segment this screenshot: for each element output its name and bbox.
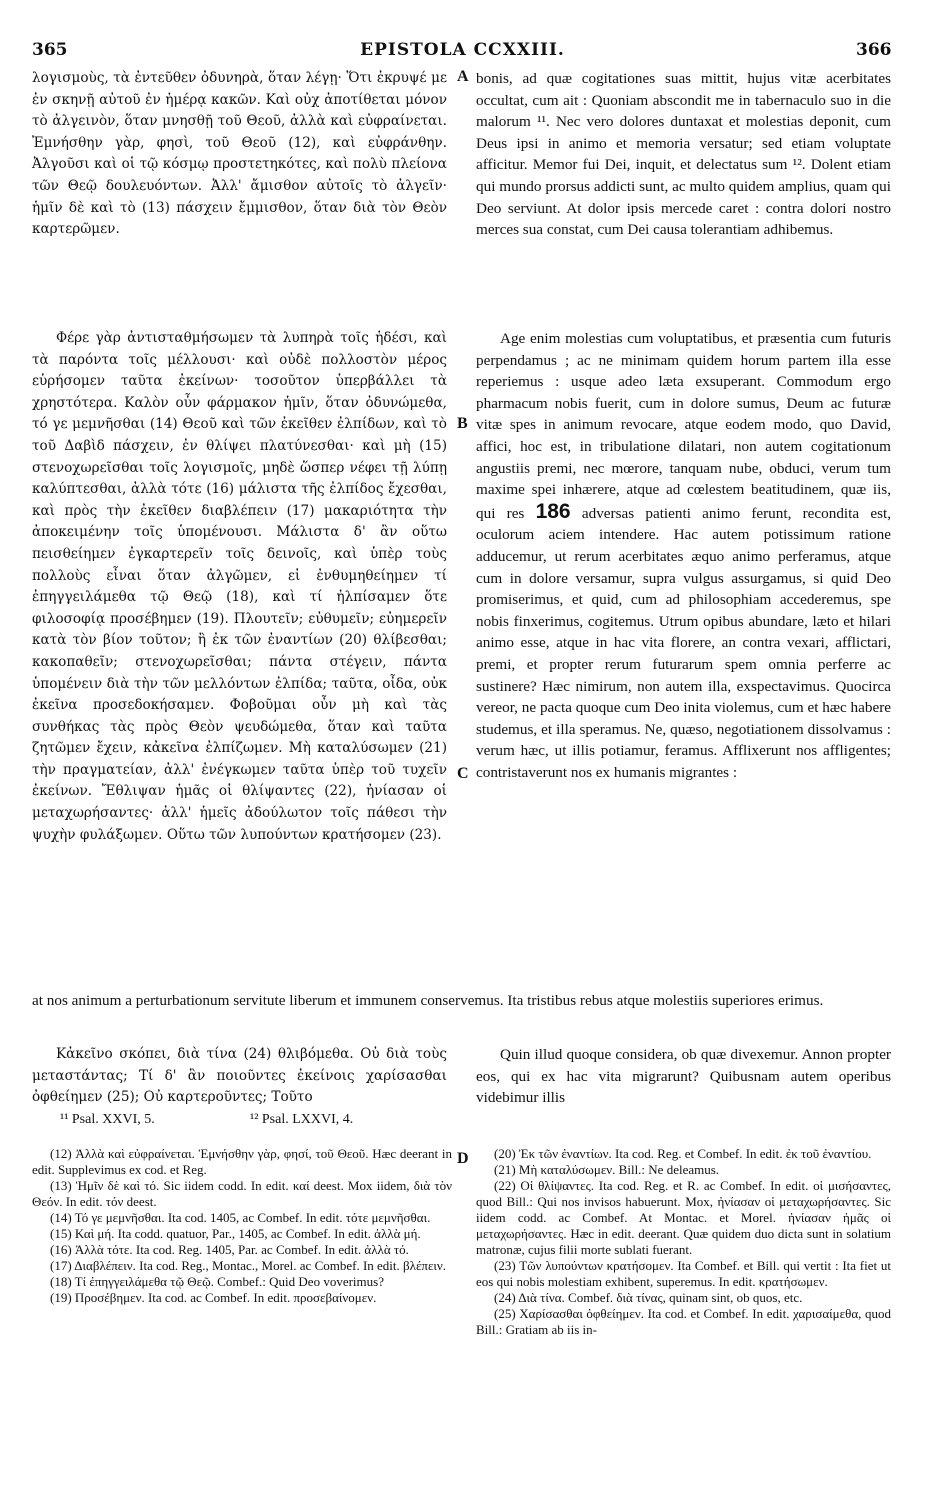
greek-paragraph-1: λογισμοὺς, τὰ ἐντεῦθεν ὀδυνηρὰ, ὅταν λέγῃ· Ὅτι ἐκρυψέ με ἐν σκηνῇ αὐτοῦ ἐν ἡμέρᾳ κακῶν. Καὶ οὐχ ἀποτίθεται μόνον τὸ ἀλγεινὸν, ὅταν μνησθῇ τοῦ Θεοῦ, ἀλλὰ καὶ εὐφραίνεται. Ἐμνήσθην γὰρ, φησὶ, τοῦ Θεοῦ (12), καὶ εὐφράνθην. Ἀλγοῦσι καὶ οἱ τῷ κόσμῳ προστετηκότες, καὶ πολὺ πλείονα τῶν Θεῷ δουλευόντων. Ἀλλ' ἄμισθον αὐτοῖς τὸ ἀλγεῖν· ἡμῖν δὲ καὶ τὸ (13) πάσχειν ἔμμισθον, ὅταν διὰ τὸν Θεὸν καρτερῶμεν. [32,70,447,238]
note-17: (17) Διαβλέπειν. Ita cod. Reg., Montac., Morel. ac Combef. In edit. βλέπειν. [50,1258,447,1273]
latin-paragraph-2b: adversas patienti animo ferunt, recondita est, oculorum aciem intendere. Hac autem potissimum ratione adducemur, ut rerum acerbitates æquo animo perferamus, atque cum in dolore versamur, supra vulgus assurgamus, si quid Deo promiserimus, et quid, cum ad philosophiam accederemus, spe nobis finxerimus, cogitemus. Utrum opibus abundare, læto et hilari animo esse, atque in hac vita florere, an contra vexari, afflictari, premi, et propter rerum futurarum spem omnia perferre ac sustinere? Hæc nimirum, non autem illa, exspectavimus. Quocirca vereor, ne pacta quoque cum Deo inita violemus, cum et hæc habere studemus, et illa speramus. Ne, quæso, negotiationem dissolvamus : verum hæc, ut illis potiamur, feramus. Afflixerunt nos affligentes; contristaverunt nos ex humanis migrantes : [476,504,892,781]
page-mark: 186 [535,499,571,523]
greek-paragraph-3: Κἀκεῖνο σκόπει, διὰ τίνα (24) θλιβόμεθα. Οὐ διὰ τοὺς μεταστάντας; Τί δ' ἂν ποιοῦντες ἐκείνοις χαρίσασθαι ὀφθείημεν (25); Οὐ καρτεροῦντες; Τοῦτο [32,1046,447,1106]
note-12: (12) Ἀλλὰ καὶ εὐφραίνεται. Ἐμνήσθην γὰρ, φησί, τοῦ Θεοῦ. Hæc deerant in edit. Supplevimus ex cod. et Reg. [32,1146,452,1177]
right-page-number: 366 [856,40,892,60]
margin-marker-c: C [457,765,469,782]
footnote-ref-11: ¹¹ Psal. XXVI, 5. [60,1112,155,1127]
notes-right-column [476,1146,891,1338]
margin-marker-a: A [457,68,469,85]
note-18: (18) Τί ἐπηγγειλάμεθα τῷ Θεῷ. Combef.: Quid Deo voverimus? [50,1274,384,1289]
margin-marker-d: D [457,1150,469,1167]
note-21: (21) Μὴ καταλύσωμεν. Bill.: Ne deleamus. [494,1162,720,1177]
note-19: (19) Προσέβημεν. Ita cod. ac Combef. In edit. προσεβαίνομεν. [50,1290,377,1305]
margin-marker-b: B [457,415,468,432]
note-25: (25) Χαρίσασθαι ὀφθείημεν. Ita cod. et Combef. In edit. χαρισαίμεθα, quod Bill.: Gratiam ab iis in- [476,1306,891,1337]
footnote-ref-12: ¹² Psal. LXXVI, 4. [250,1112,354,1127]
latin-paragraph-3: Quin illud quoque considera, ob quæ divexemur. Annon propter eos, qui ex hac vita migrarunt? Quibusnam autem operibus videbimur illis [476,1046,891,1107]
page-title: EPISTOLA CCXXIII. [360,40,565,60]
latin-full-width-line: at nos animum a perturbationum servitute liberum et immunem conservemus. Ita tristibus rebus atque molestiis superiores erimus. [32,992,824,1009]
latin-paragraph-2 [476,328,891,783]
note-15: (15) Καὶ μή. Ita codd. quatuor, Par., 1405, ac Combef. In edit. ἀλλὰ μή. [50,1226,421,1241]
notes-left-column [32,1146,452,1306]
note-23: (23) Τῶν λυπούντων κρατήσομεν. Ita Combef. et Bill. qui vertit : Ita fiet ut eos qui nobis molestiam exhibent, superemus. In edit. κρατήσωμεν. [476,1258,891,1289]
note-20: (20) Ἐκ τῶν ἐναντίων. Ita cod. Reg. et Combef. In edit. ἐκ τοῦ ἐναντίου. [494,1146,872,1161]
greek-paragraph-2: Φέρε γὰρ ἀντισταθμήσωμεν τὰ λυπηρὰ τοῖς ἡδέσι, καὶ τὰ παρόντα τοῖς μέλλουσι· καὶ οὐδὲ πολλοστὸν μέρος εὑρήσομεν ταῦτα ἐκείνων· τοσοῦτον ὑπερβάλλει τὰ χρηστότερα. Καλὸν οὖν φάρμακον ἡμῖν, ὅταν ὀδυνώμεθα, τό γε μεμνῆσθαι (14) Θεοῦ καὶ τῶν ἐκεῖθεν ἐλπίδων, καὶ τὸ τοῦ Δαβὶδ πάσχειν, ἐν θλίψει πλατύνεσθαι· καὶ μὴ (15) στενοχωρεῖσθαι τοῖς λογισμοῖς, μηδὲ ὥσπερ νέφει τῇ λύπῃ καλύπτεσθαι, ἀλλὰ τότε (16) μάλιστα τῆς ἐλπίδος ἔχεσθαι, καὶ πρὸς τὴν ἐκεῖθεν διαβλέπειν (17) μακαριότητα τὴν ἀποκειμένην τοῖς ὑπομένουσι. Μάλιστα δ' ἂν οὕτω πεισθείημεν ἐγκαρτερεῖν τοῖς δεινοῖς, καὶ ὑπὲρ τοὺς πολλοὺς εἶναι ὅταν ἀλγῶμεν, εἰ ἐνθυμηθείημεν τί ἐπηγγειλάμεθα τῷ Θεῷ (18), καὶ τί ἠλπίσαμεν ὅτε φιλοσοφίᾳ προσέβημεν (19). Πλουτεῖν; εὐθυμεῖν; εὐημερεῖν κατὰ τὸν βίον τοῦτον; ἢ ἐκ τῶν ἐναντίων (20) θλίβεσθαι; κακοπαθεῖν; στενοχωρεῖσθαι; πάντα στέγειν, πάντα ὑπομένειν διὰ τὴν τῶν μελλόντων ἐλπίδα; ταῦτα, οἶδα, οὐκ ἐκεῖνα προσεδοκήσαμεν. Φοβοῦμαι οὖν μὴ καὶ τὰς συνθήκας τὰς πρὸς Θεὸν ψευδώμεθα, ὅταν καὶ ταῦτα ζητῶμεν ἔχειν, κἀκεῖνα ἐλπίζωμεν. Μὴ καταλύσωμεν (21) τὴν πραγματείαν, ἀλλ' ἐνέγκωμεν ταῦτα ὑπὲρ τοῦ τυχεῖν ἐκείνων. Ἔθλιψαν ἡμᾶς οἱ θλίψαντες (22), ἠνίασαν οἱ μεταχωρήσαντες· ἀλλ' ἡμεῖς ἀδούλωτον τοῖς πάθεσι τὴν ψυχὴν φυλάξωμεν. Οὕτω τῶν λυπούντων κρατήσομεν (23). [32,330,447,843]
left-page-number: 365 [32,40,68,60]
note-22: (22) Οἱ θλίψαντες. Ita cod. Reg. et R. ac Combef. In edit. οἱ μισήσαντες, quod Bill.: Qui nos invisos habuerunt. Mox, ἠνίασαν οἱ μεταχωρήσαντες. Sic iidem codd. ac Combef. At Montac. et Morel. ἠνίασαν ἡμᾶς οἱ μεταχωρήσαντες. Hæc in edit. deerant. Quæ quidem duo dicta sunt in solatium matronæ, cujus filii morte sublati fuerant. [476,1178,891,1257]
note-16: (16) Ἀλλὰ τότε. Ita cod. Reg. 1405, Par. ac Combef. In edit. ἀλλὰ τό. [50,1242,409,1257]
latin-paragraph-1: bonis, ad quæ cogitationes suas mittit, hujus vitæ acerbitates occultat, cum ait : Quoniam abscondit me in tabernaculo suo in die malorum ¹¹. Nec vero dolores duntaxat et molestias deponit, cum Deus ipsi in animo et memoria versatur; sed etiam voluptate afficitur. Memor fui Dei, inquit, et delectatus sum ¹². Dolent etiam qui mundo prorsus addicti sunt, ac multo quidem amplius, quam qui Deo serviunt. At dolor ipsis mercede caret : contra dolori nostro merces sua constat, cum Dei causa tolerantiam adhibemus. [476,70,891,239]
note-24: (24) Διὰ τίνα. Combef. διὰ τίνας, quinam sint, ob quos, etc. [494,1290,803,1305]
note-13: (13) Ἡμῖν δὲ καὶ τό. Sic iidem codd. In edit. καί deest. Mox iidem, διὰ τὸν Θεόν. In edit. τόν deest. [32,1178,452,1209]
note-14: (14) Τό γε μεμνῆσθαι. Ita cod. 1405, ac Combef. In edit. τότε μεμνῆσθαι. [50,1210,431,1225]
latin-paragraph-2a: Age enim molestias cum voluptatibus, et præsentia cum futuris perpendamus ; ac ne minimam quidem horum partem illa esse reperiemus : usque adeo læta exsuperant. Commodum ergo pharmacum nobis fuerit, cum in dolore sumus, Deum ac futuræ vitæ spes in animum revocare, atque eodem modo, quo David, affici, hoc est, in tribulatione dilatari, non autem cogitationum angustiis premi, nec mœrore, tanquam nube, obduci, verum tum maxime spei inhærere, atque ad cœlestem beatitudinem, quæ iis, qui res [476,330,891,522]
